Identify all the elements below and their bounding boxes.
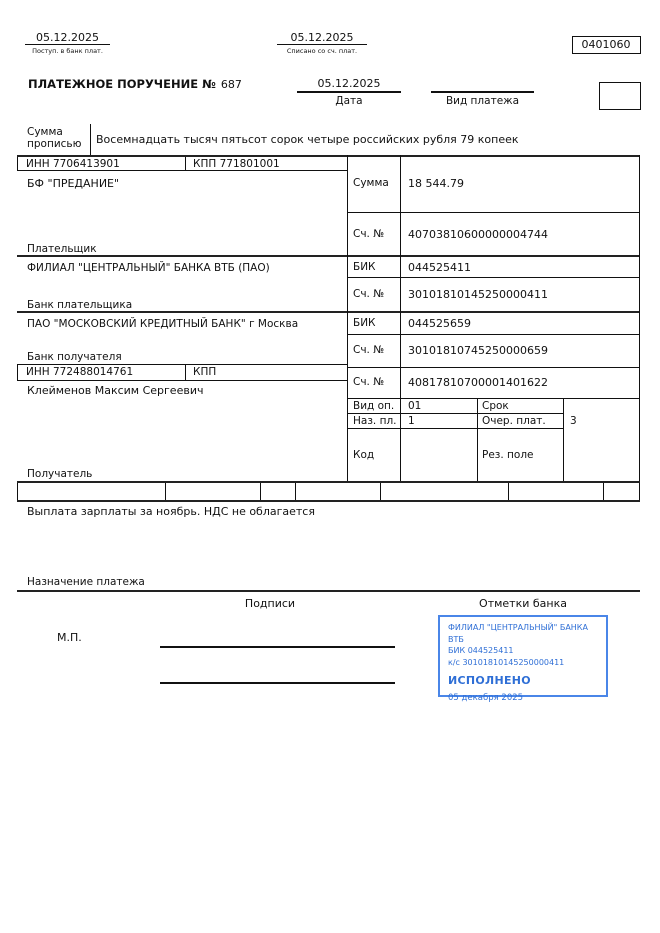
payment-purpose-label: Назначение платежа [27, 576, 145, 588]
bank-marks-label: Отметки банка [479, 597, 567, 610]
payee-name: Клейменов Максим Сергеевич [27, 384, 204, 397]
table-border [17, 483, 18, 500]
table-border [400, 155, 401, 481]
table-border [347, 212, 640, 213]
section-border [17, 255, 640, 257]
payment-type-box [599, 82, 641, 110]
payer-account: 40703810600000004744 [408, 228, 548, 241]
stamp-status: ИСПОЛНЕНО [448, 674, 531, 687]
signatures-label: Подписи [244, 597, 296, 610]
document-date: 05.12.2025 [317, 77, 381, 90]
table-border [563, 398, 564, 481]
section-border [17, 155, 640, 157]
payee-account: 40817810700001401622 [408, 376, 548, 389]
signature-line [160, 682, 395, 684]
payee-account-label: Сч. № [353, 376, 385, 388]
table-border [347, 367, 640, 368]
form-code: 0401060 [581, 38, 631, 51]
payee-bank-label: Банк получателя [27, 351, 122, 363]
table-border [17, 380, 347, 381]
payee-label: Получатель [27, 468, 93, 480]
payee-kpp: КПП [193, 366, 217, 378]
signature-line [160, 646, 395, 648]
payment-type-label: Вид платежа [445, 95, 520, 107]
priority-label: Очер. плат. [482, 415, 546, 427]
title-text: ПЛАТЕЖНОЕ ПОРУЧЕНИЕ № [28, 77, 216, 91]
table-border [380, 483, 381, 500]
table-border [508, 483, 509, 500]
amount-in-words: Восемнадцать тысяч пятьсот сорок четыре российских рубля 79 копеек [96, 133, 519, 146]
form-code-box [572, 36, 641, 54]
payer-bank-account-label: Сч. № [353, 288, 385, 300]
stamp-corr-account: к/с 30101810145250000411 [448, 657, 565, 667]
divider [90, 124, 91, 155]
stamp-bank-name: ФИЛИАЛ "ЦЕНТРАЛЬНЫЙ" БАНКА ВТБ [448, 623, 588, 644]
payer-bank-account: 30101810145250000411 [408, 288, 548, 301]
stamp-place-label: М.П. [57, 631, 82, 644]
table-border [17, 364, 347, 365]
section-border [17, 500, 640, 502]
bank-stamp [438, 615, 608, 703]
underline [25, 44, 110, 45]
table-border [185, 364, 186, 380]
stamp-bik: БИК 044525411 [448, 646, 514, 655]
table-border [347, 398, 640, 399]
underline [277, 44, 367, 45]
sum-value: 18 544.79 [408, 177, 464, 190]
payee-inn: ИНН 772488014761 [26, 366, 134, 378]
table-border [347, 334, 640, 335]
section-border [17, 311, 640, 313]
table-border [17, 170, 347, 171]
table-border [165, 483, 166, 500]
underline [431, 91, 534, 93]
payee-bank-name: ПАО "МОСКОВСКИЙ КРЕДИТНЫЙ БАНК" г Москва [27, 318, 299, 330]
table-border [347, 428, 563, 429]
sum-label: Сумма [353, 177, 389, 189]
table-border [603, 483, 604, 500]
table-border [639, 483, 640, 500]
amount-in-words-label: Сумма прописью [27, 126, 82, 150]
date-label: Дата [335, 95, 363, 107]
pay-purpose-label: Наз. пл. [353, 415, 397, 427]
payer-name: БФ "ПРЕДАНИЕ" [27, 177, 120, 190]
payer-account-label: Сч. № [353, 228, 385, 240]
document-number: 687 [220, 78, 242, 91]
table-border [17, 364, 18, 380]
table-border [477, 398, 478, 481]
table-border [295, 483, 296, 500]
payee-bank-account: 30101810745250000659 [408, 344, 548, 357]
payer-label: Плательщик [27, 243, 97, 255]
payer-inn: ИНН 7706413901 [26, 158, 120, 170]
document-title [28, 77, 242, 91]
underline [297, 91, 401, 93]
reserve-field-label: Рез. поле [482, 449, 534, 461]
table-border [185, 157, 186, 170]
date-debited: 05.12.2025 [290, 31, 354, 44]
table-border [347, 277, 640, 278]
payee-bank-bik-label: БИК [353, 317, 376, 329]
section-border [17, 590, 640, 592]
payer-bank-bik-label: БИК [353, 261, 376, 273]
op-type-label: Вид оп. [353, 400, 395, 412]
table-border [347, 155, 348, 481]
table-border [347, 413, 563, 414]
payee-bank-bik: 044525659 [408, 317, 471, 330]
payer-bank-label: Банк плательщика [27, 299, 133, 311]
pay-purpose-value: 1 [408, 415, 415, 427]
stamp-date: 05 декабря 2025 [448, 692, 524, 703]
payer-bank-name: ФИЛИАЛ "ЦЕНТРАЛЬНЫЙ" БАНКА ВТБ (ПАО) [27, 262, 270, 274]
table-border [17, 157, 18, 170]
payer-bank-bik: 044525411 [408, 261, 471, 274]
payer-kpp: КПП 771801001 [193, 158, 280, 170]
table-border [639, 155, 640, 481]
section-border [17, 481, 640, 483]
date-received-label: Поступ. в банк плат. [32, 47, 103, 55]
table-border [260, 483, 261, 500]
priority-value: 3 [570, 415, 577, 427]
date-debited-label: Списано со сч. плат. [286, 47, 358, 55]
term-label: Срок [482, 400, 509, 412]
payee-bank-account-label: Сч. № [353, 344, 385, 356]
op-type-value: 01 [408, 400, 422, 412]
payment-purpose-text: Выплата зарплаты за ноябрь. НДС не облагается [27, 505, 315, 518]
code-label: Код [353, 449, 375, 461]
date-received: 05.12.2025 [36, 31, 99, 44]
